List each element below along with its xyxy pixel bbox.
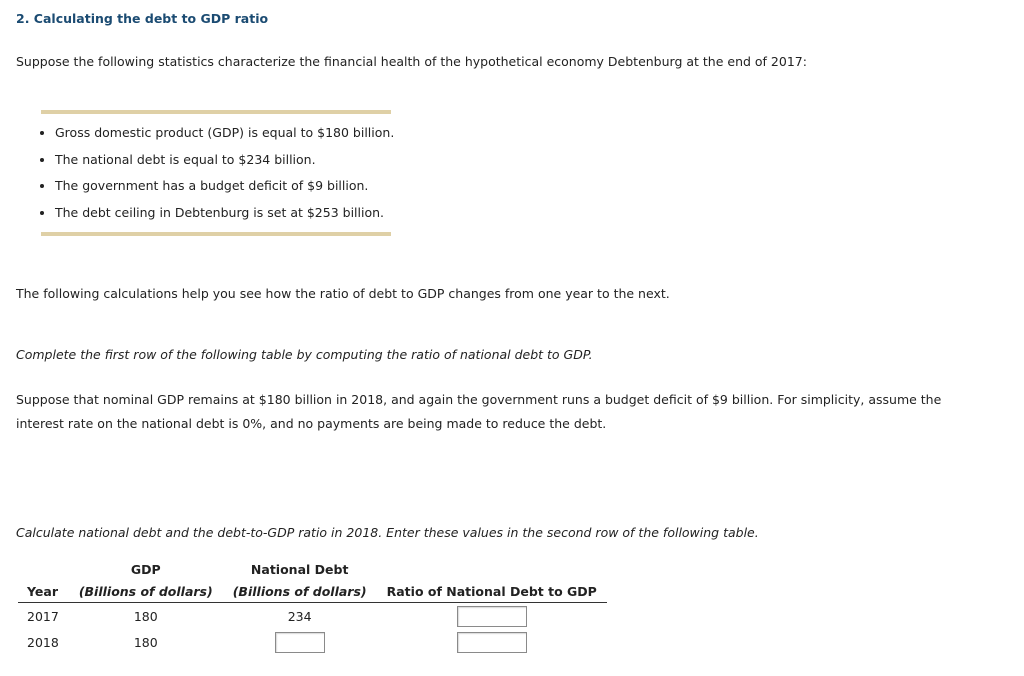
ratio-2018-input[interactable]	[457, 632, 527, 653]
table-row	[18, 603, 607, 630]
stats-top-rule	[41, 110, 391, 114]
header-gdp: GDP	[130, 561, 161, 577]
row-2018-debt-cell	[223, 629, 377, 655]
table-row	[18, 629, 607, 655]
intro-text: Suppose the following statistics characterize the financial health of the hypothetical economy Debtenburg at the end of 2017:	[16, 54, 807, 69]
debt-2018-input[interactable]	[275, 632, 325, 653]
row-2017-year: 2017	[27, 608, 59, 624]
stats-item-deficit: • The government has a budget deficit of $9 billion.	[55, 177, 435, 204]
stats-item-ceiling: • The debt ceiling in Debtenburg is set at $253 billion.	[55, 204, 435, 231]
stats-list	[41, 124, 435, 230]
calc-intro-text: The following calculations help you see how the ratio of debt to GDP changes from one year to the next.	[16, 286, 670, 301]
debt-gdp-table	[18, 558, 607, 655]
row-2017-gdp: 180	[133, 608, 158, 624]
scenario-text: Suppose that nominal GDP remains at $180 billion in 2018, and again the government runs a budget deficit of $9 billion. For simplicity, assume the interest rate on the national debt is 0%, and no payments are being made to reduce the debt.	[16, 392, 942, 431]
row-2017-debt: 234	[287, 608, 312, 624]
header-debt-units: (Billions of dollars)	[223, 580, 377, 603]
row-2018-year: 2018	[27, 634, 59, 650]
stats-bottom-rule	[41, 232, 391, 236]
header-gdp-units: (Billions of dollars)	[69, 580, 223, 603]
header-year: Year	[18, 580, 69, 603]
stats-item-gdp: • Gross domestic product (GDP) is equal to $180 billion.	[55, 124, 435, 151]
ratio-2017-input[interactable]	[457, 606, 527, 627]
row-2018-ratio-cell	[377, 629, 607, 655]
row-2017-ratio-cell	[377, 603, 607, 630]
header-ratio: Ratio of National Debt to GDP	[377, 580, 607, 603]
instruction-first-row: Complete the first row of the following table by computing the ratio of national debt to GDP.	[16, 347, 593, 362]
header-national-debt: National Debt	[250, 561, 349, 577]
row-2018-gdp: 180	[133, 634, 158, 650]
header-blank-ratio	[377, 558, 607, 580]
instruction-second-row: Calculate national debt and the debt-to-GDP ratio in 2018. Enter these values in the second row of the following table.	[16, 525, 759, 540]
question-title: 2. Calculating the debt to GDP ratio	[16, 11, 269, 26]
stats-item-debt: • The national debt is equal to $234 billion.	[55, 151, 435, 178]
header-blank	[18, 558, 69, 580]
